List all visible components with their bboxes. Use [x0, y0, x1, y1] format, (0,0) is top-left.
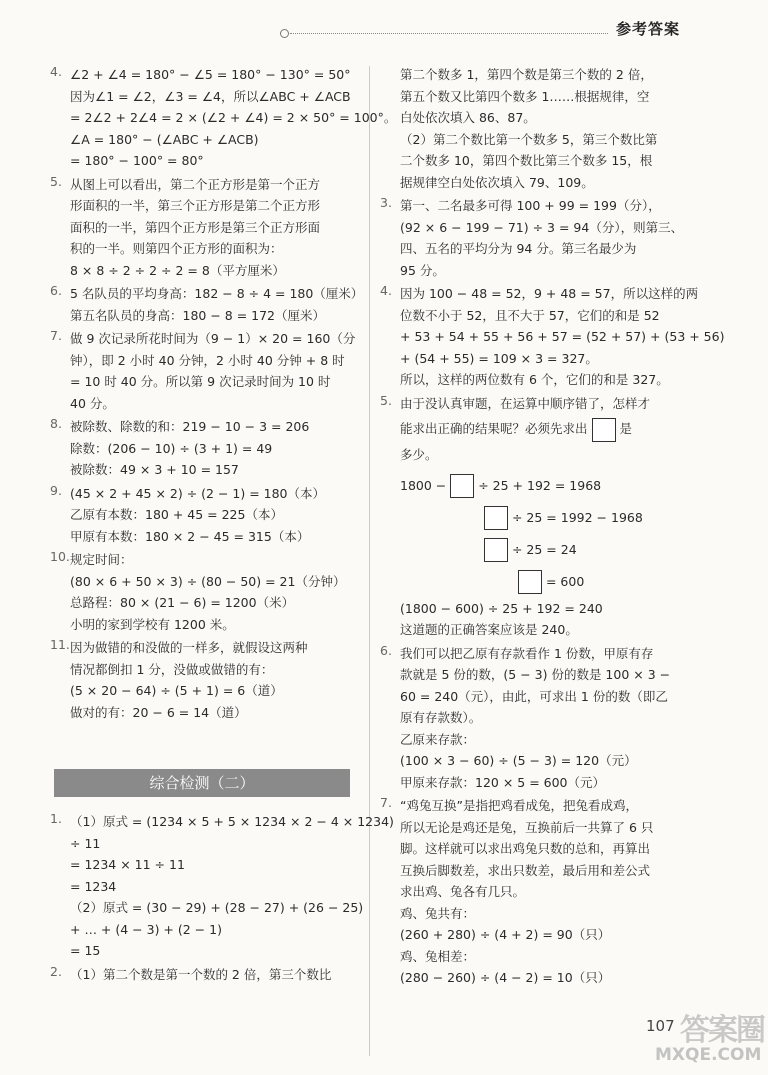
header-dotted-rule	[290, 33, 608, 34]
item-line: 面积的一半，第四个正方形是第三个正方形面	[70, 219, 321, 235]
item-line: 因为做错的和没做的一样多，就假设这两种	[70, 640, 308, 655]
item-line: ÷ 11	[70, 835, 101, 851]
right-answers	[380, 195, 725, 393]
equation-text: 1800 −	[400, 477, 447, 493]
item-line: (100 × 3 − 60) ÷ (5 − 3) = 120（元）	[400, 753, 637, 768]
item-line: 5 名队员的平均身高：182 − 8 ÷ 4 = 180（厘米）	[70, 286, 364, 301]
item-line: 求出鸡、兔各有几只。	[400, 884, 526, 899]
item-number: 11.	[50, 637, 70, 652]
item-line: + … + (4 − 3) + (2 − 1)	[70, 921, 222, 937]
item-line: 第五个数又比第四个数多 1……根据规律，空	[400, 88, 650, 104]
item-line: 我们可以把乙原有存款看作 1 份数，甲原有存	[400, 645, 654, 661]
item-number: 5.	[50, 173, 62, 189]
item-line: 乙原有本数：180 + 45 = 225（本）	[70, 507, 283, 522]
answer-item	[50, 416, 358, 481]
item-line: 甲原来存款：120 × 5 = 600（元）	[400, 774, 606, 790]
equation-text: ÷ 25 = 1992 − 1968	[511, 509, 643, 525]
item-line: 据规律空白处依次填入 79、109。	[400, 174, 594, 190]
item-line: = 1234 × 11 ÷ 11	[70, 857, 185, 872]
answer-item	[50, 549, 358, 635]
right-answers-2	[380, 643, 690, 991]
item-line: = 180° − 100° = 80°	[70, 153, 204, 168]
equation-text: ÷ 25 + 192 = 1968	[478, 477, 602, 493]
item-line: = 2∠2 + 2∠4 = 2 × (∠2 + ∠4) = 2 × 50° = 100°。	[70, 110, 397, 125]
item-number: 7.	[380, 795, 392, 810]
column-divider	[369, 66, 370, 1056]
answer-item	[50, 283, 364, 326]
item-line: 情况都倒扣 1 分，没做或做错的有：	[70, 661, 274, 677]
item-line: 鸡、兔共有：	[400, 905, 476, 921]
blank-box	[518, 570, 542, 594]
item-line: 这道题的正确答案应该是 240。	[400, 622, 578, 637]
answer-item	[380, 795, 690, 989]
item-line: (1800 − 600) ÷ 25 + 192 = 240	[400, 600, 603, 616]
item-number: 3.	[380, 195, 392, 210]
item-line: 95 分。	[400, 262, 445, 278]
item-line: 被除数、除数的和：219 − 10 − 3 = 206	[70, 419, 310, 434]
answer-item	[50, 64, 397, 172]
item-line: 所以无论是鸡还是兔，互换前后一共算了 6 只	[400, 819, 654, 835]
item-line: 由于没认真审题，在运算中顺序错了，怎样才	[400, 395, 651, 411]
item-line: = 15	[70, 943, 101, 958]
item-number: 4.	[380, 283, 392, 298]
equation-text: ÷ 25 = 24	[511, 541, 577, 557]
item-line: 互换后脚数差，求出只数差，最后用和差公式	[400, 862, 651, 878]
item-line: (80 × 6 + 50 × 3) ÷ (80 − 50) = 21（分钟）	[70, 573, 346, 589]
blank-box	[450, 474, 474, 498]
answer-item	[50, 964, 358, 986]
item-line: + (54 + 55) = 109 × 3 = 327。	[400, 350, 598, 366]
item-line: = 1234	[70, 878, 117, 894]
item-line: 总路程：80 × (21 − 6) = 1200（米）	[70, 595, 295, 610]
item-number: 2.	[50, 963, 62, 979]
blank-box	[484, 506, 508, 530]
item-number: 6.	[50, 283, 62, 298]
item-number: 7.	[50, 328, 62, 343]
page-header	[0, 12, 768, 52]
blank-box	[592, 418, 616, 442]
item-line: 做对的有：20 − 6 = 14（道）	[70, 704, 247, 720]
item-line: 乙原来存款：	[400, 731, 476, 747]
item-line: 因为∠1 = ∠2，∠3 = ∠4，所以∠ABC + ∠ACB	[70, 88, 351, 104]
header-dot-ornament	[280, 29, 289, 38]
left-answers-section2	[50, 811, 394, 987]
item-number: 8.	[50, 416, 62, 431]
item-line: (45 × 2 + 45 × 2) ÷ (2 − 1) = 180（本）	[70, 485, 326, 501]
item-line: = 10 时 40 分。所以第 9 次记录时间为 10 时	[70, 374, 331, 389]
item-number: 6.	[380, 642, 392, 658]
item-line: 所以，这样的两位数有 6 个，它们的和是 327。	[400, 372, 669, 387]
equation-text: = 600	[545, 573, 585, 589]
page-number: 107	[646, 1017, 675, 1035]
item-line: 规定时间：	[70, 552, 133, 567]
left-column	[50, 64, 397, 987]
section-heading: 综合检测（二）	[54, 769, 350, 797]
item-line: 多少。	[400, 447, 438, 462]
item-line: 40 分。	[70, 395, 115, 411]
item-number: 5.	[380, 392, 392, 408]
header-title: 参考答案	[616, 20, 681, 38]
item-line: + 53 + 54 + 55 + 56 + 57 = (52 + 57) + (53 + 56)	[400, 329, 725, 344]
item-line: 是	[619, 421, 632, 436]
item-number: 1.	[50, 811, 62, 826]
item-line: 第二个数多 1，第四个数是第三个数的 2 倍，	[400, 67, 653, 82]
item-line: 从图上可以看出，第二个正方形是第一个正方	[70, 176, 321, 192]
blank-box	[484, 538, 508, 562]
watermark-url-icon: MXQE.COM	[655, 1045, 762, 1065]
item-line: 白处依次填入 86、87。	[400, 110, 536, 125]
answer-item	[50, 637, 358, 723]
answer-item	[50, 328, 358, 414]
item-line: （1）原式 = (1234 × 5 + 5 × 1234 × 2 − 4 × 1234)	[70, 814, 394, 829]
item-line: 8 × 8 ÷ 2 ÷ 2 ÷ 2 = 8（平方厘米）	[70, 262, 285, 278]
item-number: 4.	[50, 64, 62, 79]
item-line: 被除数：49 × 3 + 10 = 157	[70, 462, 239, 477]
answer-item	[380, 283, 725, 391]
answer-item	[380, 195, 690, 281]
item-line: 款就是 5 份的数，(5 − 3) 份的数是 100 × 3 −	[400, 667, 671, 682]
item-line: 脚。这样就可以求出鸡兔只数的总和，再算出	[400, 841, 651, 856]
item-line: 甲原有本数：180 × 2 − 45 = 315（本）	[70, 528, 310, 544]
left-answers	[50, 64, 397, 725]
item-line: 原有存款数）。	[400, 710, 482, 725]
answer-item	[50, 811, 394, 962]
item-line: 位数不小于 52，且不大于 57，它们的和是 52	[400, 307, 660, 323]
item-line: 能求出正确的结果呢？必须先求出	[400, 421, 588, 436]
item-line: 积的一半。则第四个正方形的面积为：	[70, 241, 283, 256]
item-line: 除数：(206 − 10) ÷ (3 + 1) = 49	[70, 440, 273, 456]
item-line: (280 − 260) ÷ (4 − 2) = 10（只）	[400, 970, 611, 985]
item-line: (260 + 280) ÷ (4 + 2) = 90（只）	[400, 927, 611, 942]
item-line: ∠A = 180° − (∠ABC + ∠ACB)	[70, 131, 259, 147]
right-column	[380, 64, 725, 991]
item-line: 四、五名的平均分为 94 分。第三名最少为	[400, 241, 637, 256]
item-line: 做 9 次记录所花时间为（9 − 1）× 20 = 160（分	[70, 331, 356, 346]
item-line: ∠2 + ∠4 = 180° − ∠5 = 180° − 130° = 50°	[70, 67, 351, 82]
item-line: 二个数多 10，第四个数比第三个数多 15，根	[400, 153, 653, 168]
item-line: 形面积的一半，第三个正方形是第二个正方形	[70, 198, 321, 213]
item-line: 第五名队员的身高：180 − 8 = 172（厘米）	[70, 307, 326, 323]
item-line: (92 × 6 − 199 − 71) ÷ 3 = 94（分），则第三、	[400, 219, 684, 235]
item-number: 10.	[50, 549, 70, 564]
item-line: （1）第二个数是第一个数的 2 倍，第三个数比	[70, 966, 332, 982]
item-line: （2）原式 = (30 − 29) + (28 − 27) + (26 − 25)	[70, 900, 364, 915]
item-line: (5 × 20 − 64) ÷ (5 + 1) = 6（道）	[70, 683, 283, 698]
answer-item	[380, 643, 690, 794]
item-line: 鸡、兔相差：	[400, 948, 476, 964]
answer-item	[50, 483, 358, 548]
item-line: 因为 100 − 48 = 52，9 + 48 = 57，所以这样的两	[400, 286, 699, 301]
answer-item	[50, 174, 358, 282]
item-line: （2）第二个数比第一个数多 5，第三个数比第	[400, 131, 658, 147]
answer-item-2-cont	[380, 64, 690, 193]
item-line: 60 = 240（元），由此，可求出 1 份的数（即乙	[400, 688, 668, 704]
watermark-logo-icon: 答案圈	[680, 1013, 764, 1048]
item-line: “鸡兔互换”是指把鸡看成兔，把兔看成鸡，	[400, 798, 638, 813]
item-line: 小明的家到学校有 1200 米。	[70, 616, 235, 632]
item-number: 9.	[50, 482, 62, 498]
item-line: 第一、二名最多可得 100 + 99 = 199（分），	[400, 198, 661, 213]
answer-item-5	[380, 393, 690, 641]
item-line: 钟），即 2 小时 40 分钟，2 小时 40 分钟 + 8 时	[70, 352, 345, 368]
